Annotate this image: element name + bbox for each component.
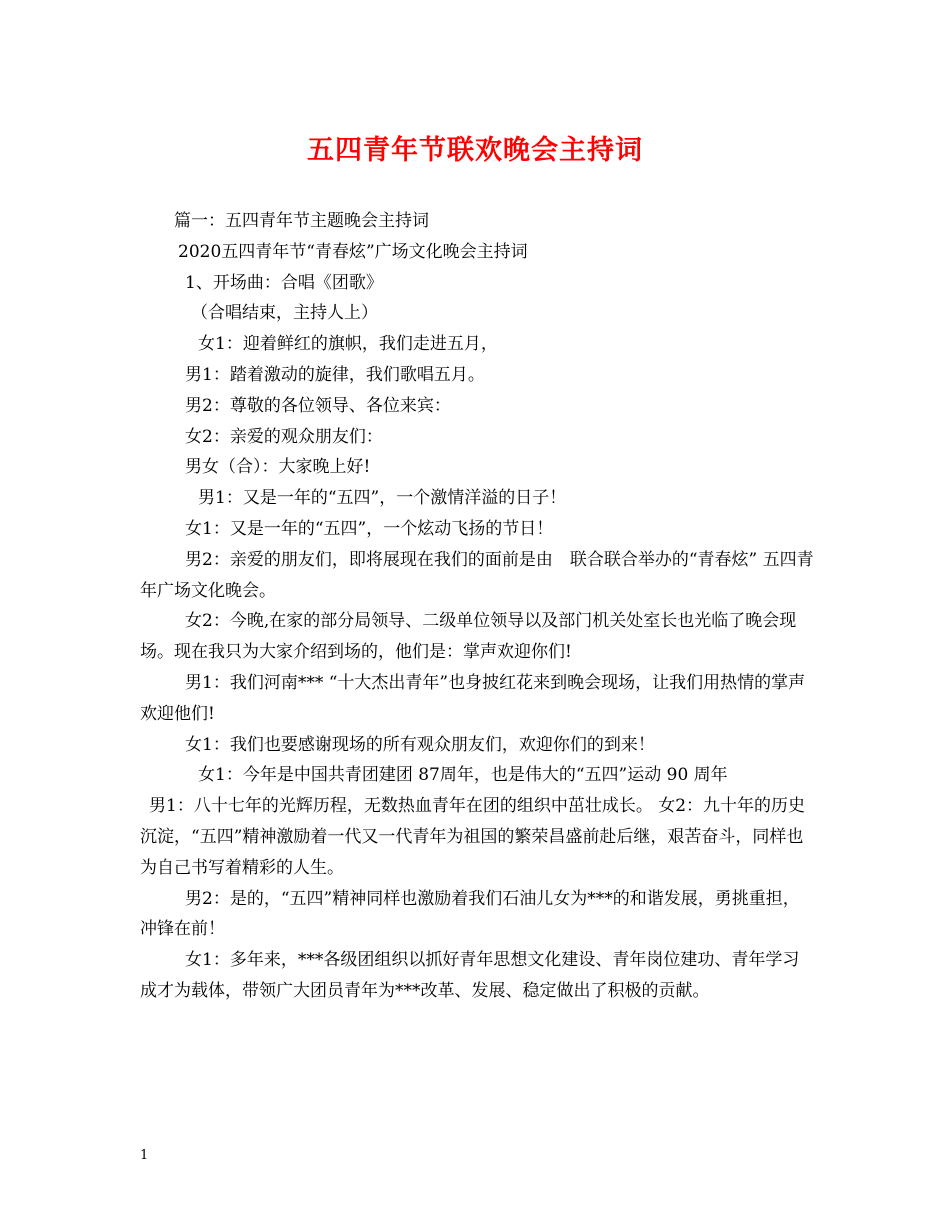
paragraph: 男2：尊敬的各位领导、各位来宾：: [185, 395, 451, 416]
paragraph: 女1：又是一年的“五四”，一个炫动飞扬的节日！: [185, 518, 554, 539]
paragraph: 男1：又是一年的“五四”，一个激情洋溢的日子！: [198, 488, 567, 509]
paragraph: 女2：亲爱的观众朋友们：: [185, 426, 383, 447]
paragraph: 1、开场曲：合唱《团歌》: [185, 272, 383, 293]
paragraph: 男女（合）：大家晚上好!: [185, 457, 371, 478]
paragraph: 男1：踏着激动的旋律，我们歌唱五月。: [185, 364, 485, 385]
paragraph: 女1：我们也要感谢现场的所有观众朋友们，欢迎你们的到来！: [185, 734, 655, 755]
paragraph: 女2：今晚,在家的部分局领导、二级单位领导以及部门机关处室长也光临了晚会现场。现在我只为大家介绍到场的，他们是：掌声欢迎你们!: [140, 611, 797, 663]
paragraph: 男1：八十七年的光辉历程，无数热血青年在团的组织中茁壮成长。 女2：九十年的历史沉淀，“五四”精神激励着一代又一代青年为祖国的繁荣昌盛前赴后继，艰苦奋斗，同样也为自己书写着精彩的人生。: [140, 796, 806, 878]
paragraph: 篇一：五四青年节主题晚会主持词: [174, 211, 429, 231]
paragraph: 男1：我们河南*** “十大杰出青年”也身披红花来到晚会现场，让我们用热情的掌声欢迎他们!: [140, 672, 806, 724]
paragraph: 2020五四青年节“青春炫”广场文化晚会主持词: [178, 241, 528, 262]
page-number: 1: [140, 1148, 149, 1163]
document-body: [140, 206, 815, 1007]
document-title: 五四青年节联欢晚会主持词: [307, 135, 643, 166]
paragraph: 女1：多年来，***各级团组织以抓好青年思想文化建设、青年岗位建功、青年学习成才为载体，带领广大团员青年为***改革、发展、稳定做出了积极的贡献。: [140, 950, 800, 1001]
paragraph: 男2：亲爱的朋友们，即将展现在我们的面前是由 联合联合举办的“青春炫” 五四青年广场文化晚会。: [140, 549, 814, 601]
paragraph: 女1：今年是中国共青团建团 87周年，也是伟大的“五四”运动 90 周年: [198, 765, 728, 786]
paragraph: （合唱结束，主持人上）: [191, 303, 378, 324]
paragraph: 男2：是的，“五四”精神同样也激励着我们石油儿女为***的和谐发展，勇挑重担，冲锋在前！: [140, 888, 800, 940]
paragraph: 女1：迎着鲜红的旗帜，我们走进五月，: [198, 334, 498, 355]
